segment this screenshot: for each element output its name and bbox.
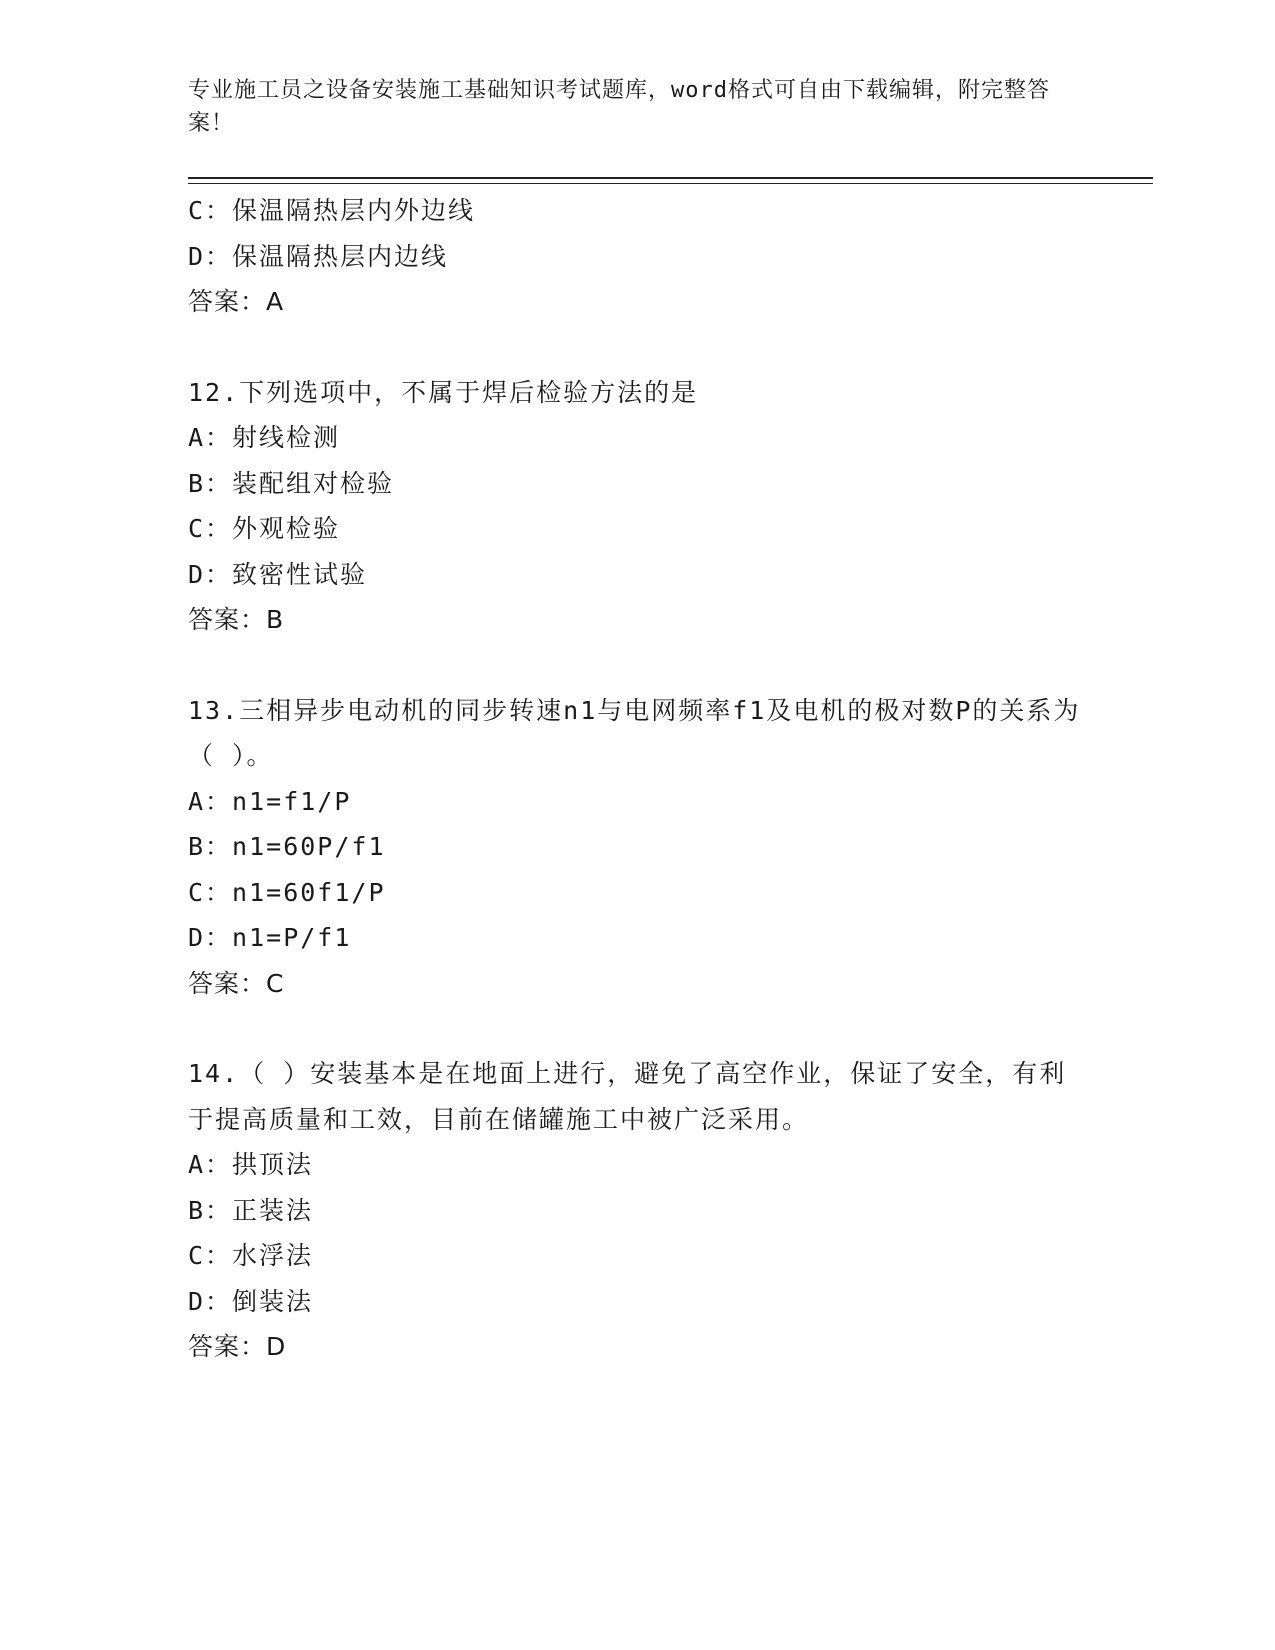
header-divider-thin	[188, 183, 1153, 184]
question-12	[188, 370, 1088, 643]
option-a: A：射线检测	[188, 423, 341, 452]
question-stem: 13.三相异步电动机的同步转速n1与电网频率f1及电机的极对数P的关系为（ ）。	[188, 695, 1081, 770]
option-b: B：n1=60P/f1	[188, 832, 386, 861]
question-list	[188, 188, 1088, 1370]
answer-label: 答案：A	[188, 287, 285, 316]
document-header: 专业施工员之设备安装施工基础知识考试题库，word格式可自由下载编辑，附完整答案！	[188, 78, 1050, 136]
question-stem: 12.下列选项中，不属于焊后检验方法的是	[188, 377, 699, 407]
answer-label: 答案：B	[188, 605, 285, 634]
option-a: A：n1=f1/P	[188, 786, 352, 816]
option-d: D：n1=P/f1	[188, 923, 352, 952]
question-14	[188, 1051, 1088, 1370]
question-stem: 14.（ ）安装基本是在地面上进行，避免了高空作业，保证了安全，有利于提高质量和工效，目前在储罐施工中被广泛采用。	[188, 1059, 1067, 1134]
option-d: D：保温隔热层内边线	[188, 241, 449, 271]
spacer	[188, 325, 1088, 370]
spacer	[188, 643, 1088, 688]
option-b: B：装配组对检验	[188, 468, 395, 498]
option-c: C：外观检验	[188, 514, 341, 543]
answer-label: 答案：D	[188, 1332, 287, 1361]
question-13	[188, 688, 1088, 1007]
option-a: A：拱顶法	[188, 1150, 314, 1179]
option-c: C：保温隔热层内外边线	[188, 196, 476, 225]
question-11-continued	[188, 188, 1088, 325]
option-d: D：倒装法	[188, 1286, 314, 1316]
answer-label: 答案：C	[188, 968, 285, 998]
option-b: B：正装法	[188, 1195, 314, 1225]
option-d: D：致密性试验	[188, 559, 368, 589]
header-divider-thick	[188, 177, 1153, 179]
option-c: C：水浮法	[188, 1241, 314, 1270]
spacer	[188, 1006, 1088, 1051]
option-c: C：n1=60f1/P	[188, 877, 386, 907]
